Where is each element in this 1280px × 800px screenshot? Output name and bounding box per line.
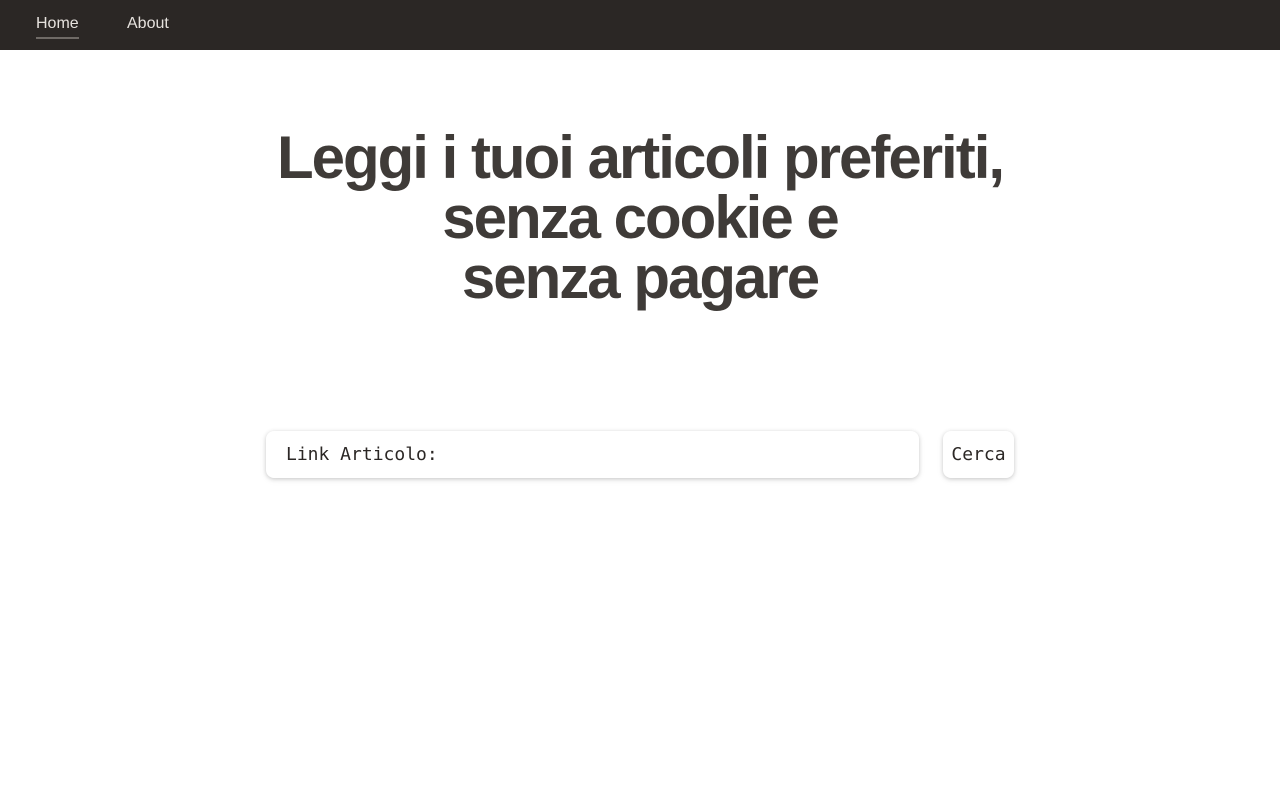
search-button[interactable]: Cerca (943, 431, 1014, 478)
active-nav-underline (36, 37, 79, 39)
hero-headline-line-1: Leggi i tuoi articoli preferiti, (276, 124, 1004, 191)
nav-link-about[interactable] (127, 13, 169, 35)
nav-link-home[interactable] (36, 13, 79, 35)
hero-headline-line-2: senza cookie e (442, 184, 838, 251)
nav-link-home-label: Home (36, 15, 79, 32)
hero-headline (140, 124, 1140, 311)
top-navigation-bar (0, 0, 1280, 50)
nav-link-about-label: About (127, 15, 169, 32)
article-link-input[interactable] (266, 431, 919, 478)
hero-headline-line-3: senza pagare (461, 244, 819, 311)
